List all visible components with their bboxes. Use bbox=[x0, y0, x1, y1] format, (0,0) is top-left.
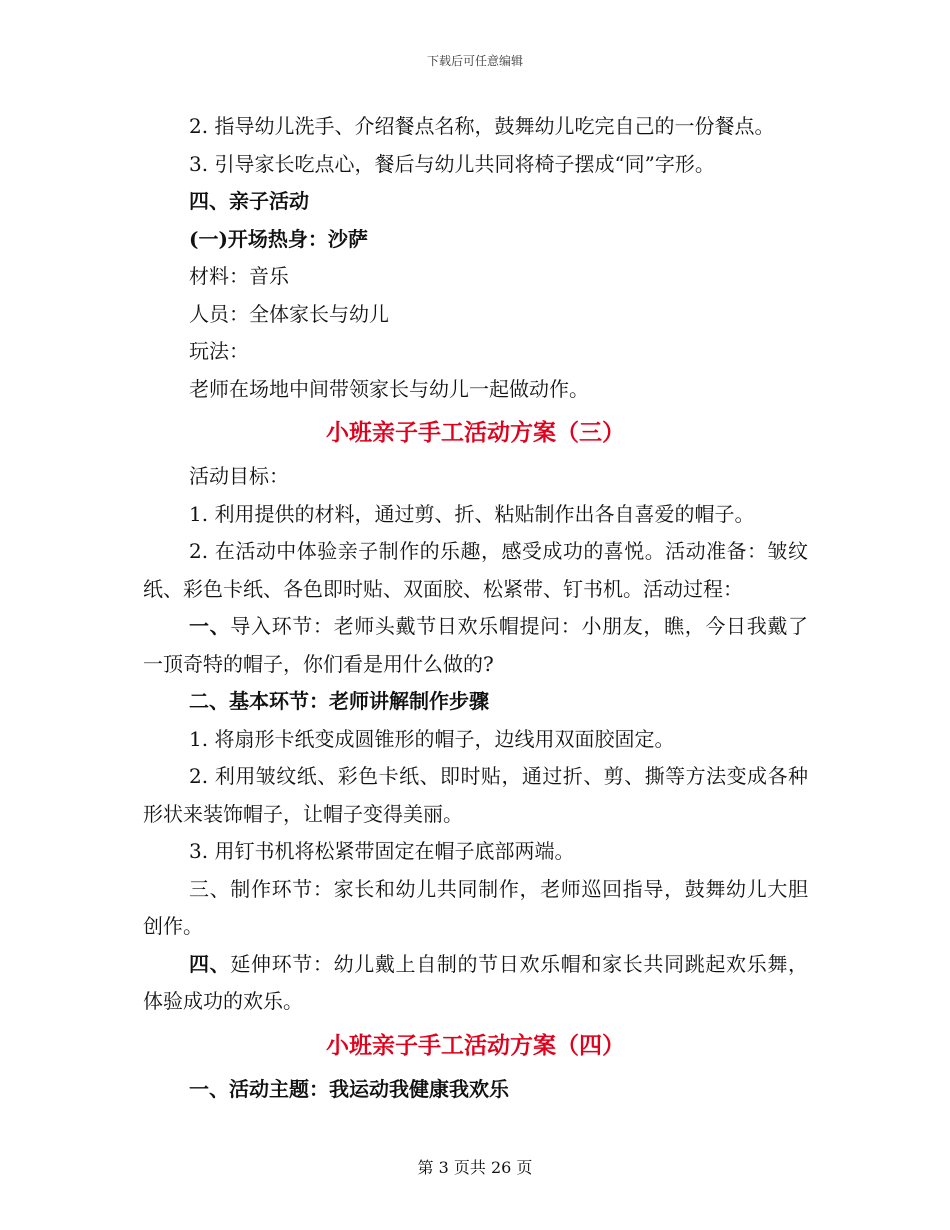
heading-parent-child-activity: 四、亲子活动 bbox=[189, 189, 309, 213]
paragraph-people: 人员：全体家长与幼儿 bbox=[189, 301, 389, 326]
paragraph-step-2-3: 3. 用钉书机将松紧带固定在帽子底部两端。 bbox=[189, 839, 575, 863]
paragraph-goal-2: 2. 在活动中体验亲子制作的乐趣，感受成功的喜悦。活动准备：皱纹纸、彩色卡纸、各色即时贴、双面胶、松紧带、钉书机。活动过程： bbox=[143, 539, 808, 601]
section-title-three: 小班亲子手工活动方案（三） bbox=[326, 419, 625, 446]
paragraph-guide-parents: 3. 引导家长吃点心，餐后与幼儿共同将椅子摆成“同”字形。 bbox=[189, 151, 715, 176]
paragraph-play-label: 玩法： bbox=[189, 339, 249, 363]
paragraph-step-2-1: 1. 将扇形卡纸变成圆锥形的帽子，边线用双面胶固定。 bbox=[189, 726, 675, 751]
heading-step-2: 二、基本环节：老师讲解制作步骤 bbox=[189, 689, 489, 713]
paragraph-guide-wash: 2. 指导幼儿洗手、介绍餐点名称，鼓舞幼儿吃完自己的一份餐点。 bbox=[189, 114, 775, 138]
page-footer: 第 3 页共 26 页 bbox=[417, 1158, 533, 1177]
heading-activity-theme: 一、活动主题：我运动我健康我欢乐 bbox=[189, 1076, 509, 1101]
step-1-label: 一、 bbox=[189, 614, 231, 638]
paragraph-goal-1: 1. 利用提供的材料，通过剪、折、粘贴制作出各自喜爱的帽子。 bbox=[189, 501, 755, 526]
step-1-text: 导入环节：老师头戴节日欢乐帽提问：小朋友，瞧，今日我戴了一顶奇特的帽子，你们看是用什么做的? bbox=[143, 614, 809, 676]
paragraph-play-desc: 老师在场地中间带领家长与幼儿一起做动作。 bbox=[189, 376, 589, 401]
document-body bbox=[143, 108, 808, 1108]
paragraph-material: 材料：音乐 bbox=[189, 264, 289, 288]
page-header: 下载后可任意编辑 bbox=[426, 54, 523, 68]
paragraph-step-4 bbox=[143, 946, 808, 1021]
section-title-four: 小班亲子手工活动方案（四） bbox=[326, 1031, 625, 1059]
step-4-label: 四、 bbox=[189, 951, 231, 976]
paragraph-step-3: 三、制作环节：家长和幼儿共同制作，老师巡回指导，鼓舞幼儿大胆创作。 bbox=[143, 876, 808, 938]
heading-warmup: (一)开场热身：沙萨 bbox=[189, 226, 368, 251]
paragraph-goal-label: 活动目标： bbox=[189, 464, 289, 488]
paragraph-step-1 bbox=[143, 608, 808, 683]
step-4-text: 延伸环节：幼儿戴上自制的节日欢乐帽和家长共同跳起欢乐舞，体验成功的欢乐。 bbox=[143, 951, 809, 1013]
paragraph-step-2-2: 2. 利用皱纹纸、彩色卡纸、即时贴，通过折、剪、撕等方法变成各种形状来装饰帽子，让帽子变得美丽。 bbox=[143, 764, 808, 826]
